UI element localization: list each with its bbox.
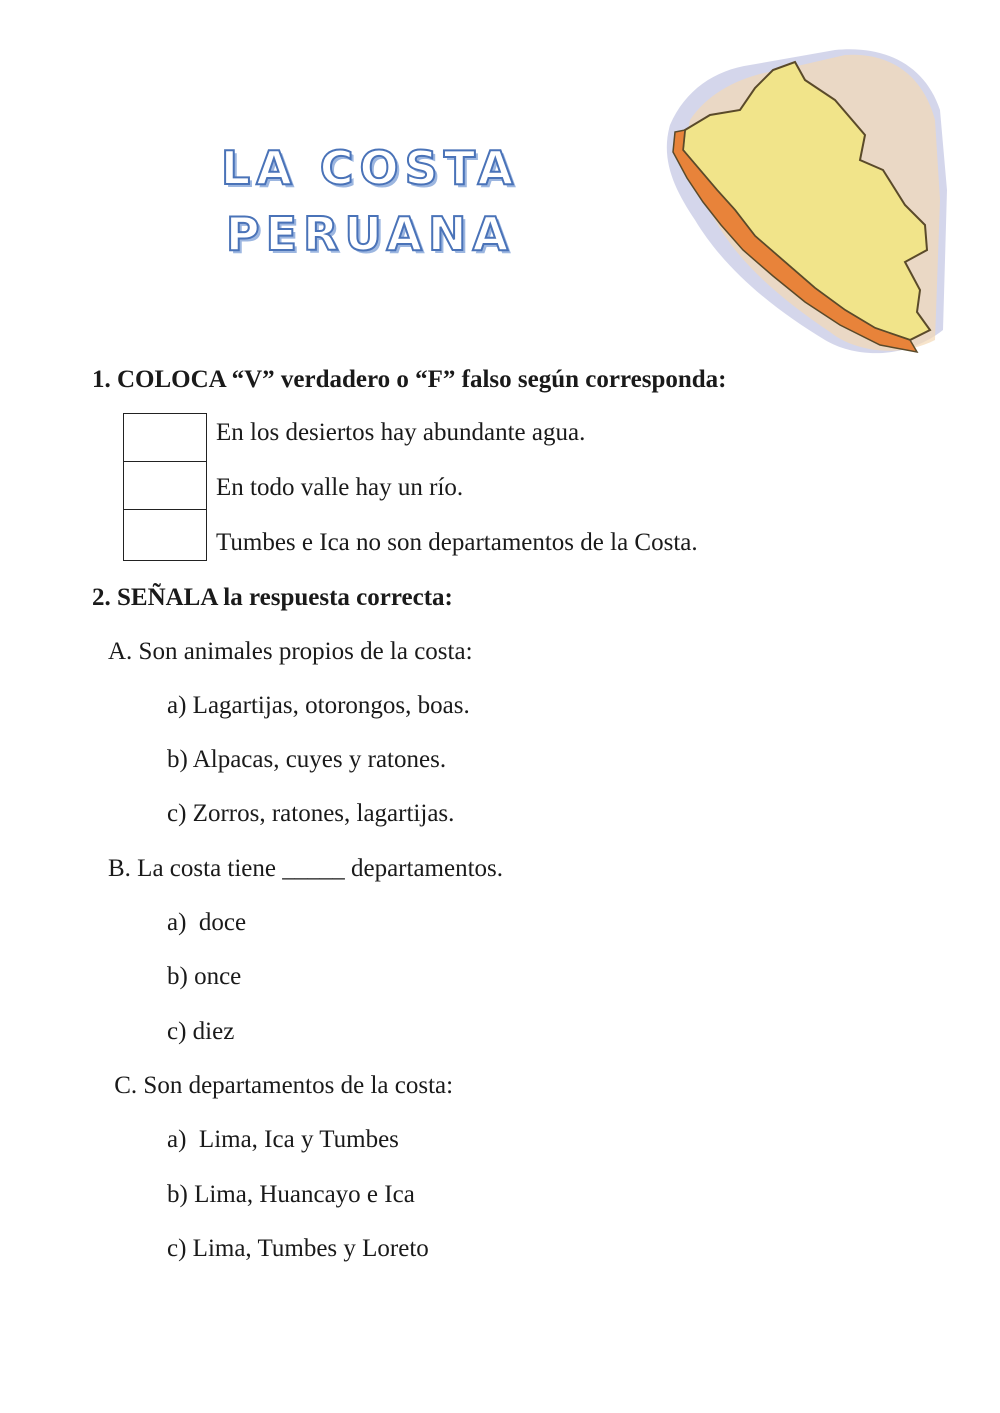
question-2c: C. Son departamentos de la costa: — [108, 1072, 454, 1099]
option-2c-c[interactable]: c) Lima, Tumbes y Loreto — [167, 1235, 429, 1262]
option-2a-c[interactable]: c) Zorros, ratones, lagartijas. — [167, 800, 455, 827]
option-2b-a[interactable]: a) doce — [167, 909, 247, 936]
question-1-heading: 1. COLOCA “V” verdadero o “F” falso según corresponda: — [92, 366, 727, 393]
question-2-heading: 2. SEÑALA la respuesta correcta: — [92, 584, 453, 611]
statement-3: Tumbes e Ica no son departamentos de la Costa. — [216, 529, 698, 556]
worksheet-title — [205, 135, 535, 267]
question-2a: A. Son animales propios de la costa: — [108, 638, 473, 665]
option-2c-b[interactable]: b) Lima, Huancayo e Ica — [167, 1181, 415, 1208]
option-2b-b[interactable]: b) once — [167, 963, 242, 990]
option-2a-a[interactable]: a) Lagartijas, otorongos, boas. — [167, 692, 470, 719]
title-line-2: PERUANA — [225, 207, 515, 261]
answer-boxes — [123, 413, 207, 561]
peru-map-icon — [655, 40, 950, 360]
statement-1: En los desiertos hay abundante agua. — [216, 419, 586, 446]
option-2b-c[interactable]: c) diez — [167, 1018, 235, 1045]
question-2b: B. La costa tiene _____ departamentos. — [108, 855, 504, 882]
option-2c-a[interactable]: a) Lima, Ica y Tumbes — [167, 1126, 399, 1153]
answer-box-3[interactable] — [124, 510, 206, 558]
title-line-1: LA COSTA — [220, 141, 520, 195]
answer-box-2[interactable] — [124, 462, 206, 510]
answer-box-1[interactable] — [124, 414, 206, 462]
statement-2: En todo valle hay un río. — [216, 474, 464, 501]
option-2a-b[interactable]: b) Alpacas, cuyes y ratones. — [167, 746, 447, 773]
